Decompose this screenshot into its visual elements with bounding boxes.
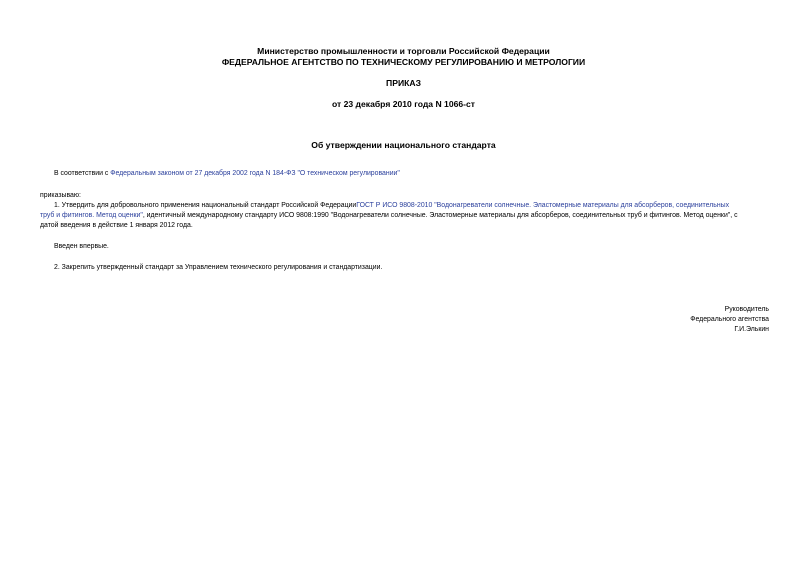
doc-date-number: от 23 декабря 2010 года N 1066-ст [331, 99, 476, 109]
gost-link-part2[interactable]: труб и фитингов. Метод оценки" [40, 212, 143, 219]
item1-line2 [40, 211, 738, 222]
intro-prefix: В соответствии с [54, 170, 111, 177]
item1-suffix: , идентичный международному стандарту ИСО 9808:1990 "Водонагреватели солнечные. Эластомерные материалы для абсорберов, соединительных труб и фитингов. Метод оценки", с [142, 212, 738, 219]
item2-paragraph: 2. Закрепить утвержденный стандарт за Управлением технического регулирования и стандартизации. [54, 264, 383, 271]
gost-link-part1[interactable]: ГОСТ Р ИСО 9808-2010 "Водонагреватели солнечные. Эластомерные материалы для абсорберов, соединительных [356, 202, 730, 209]
introduced-note: Введен впервые. [54, 243, 109, 250]
doc-type: ПРИКАЗ [386, 78, 421, 88]
signature-org: Федерального агентства [690, 316, 769, 323]
item1-line1 [54, 201, 729, 212]
agency-title: ФЕДЕРАЛЬНОЕ АГЕНТСТВО ПО ТЕХНИЧЕСКОМУ РЕГУЛИРОВАНИЮ И МЕТРОЛОГИИ [221, 57, 586, 67]
doc-subject: Об утверждении национального стандарта [311, 140, 496, 150]
order-word: приказываю: [40, 192, 81, 199]
signature-title: Руководитель [724, 306, 769, 313]
federal-law-link[interactable]: Федеральным законом от 27 декабря 2002 года N 184-ФЗ "О техническом регулировании" [110, 170, 400, 177]
item1-prefix: 1. Утвердить для добровольного применения национальный стандарт Российской Федерации [54, 202, 357, 209]
intro-paragraph [54, 169, 400, 180]
signature-name: Г.И.Элькин [734, 326, 769, 333]
item1-line3: датой введения в действие 1 января 2012 года. [40, 222, 193, 229]
ministry-title: Министерство промышленности и торговли Российской Федерации [257, 46, 550, 56]
